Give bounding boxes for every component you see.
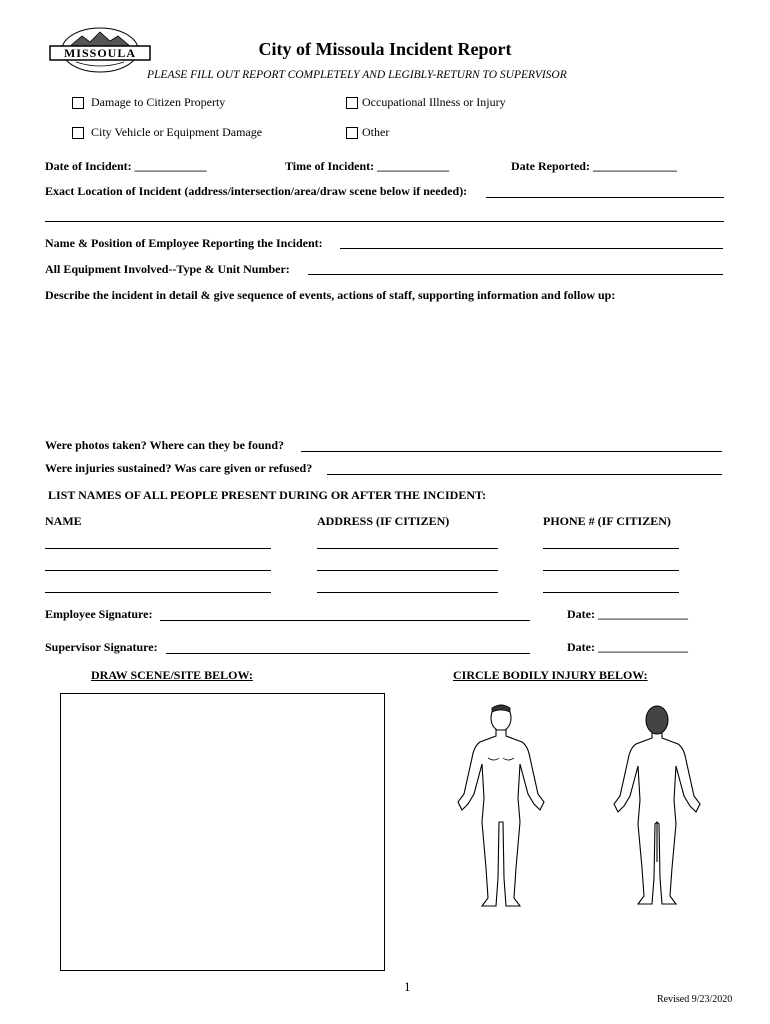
date-of-incident-field[interactable]: Date of Incident: ____________ <box>45 159 207 173</box>
exact-location-line-1[interactable] <box>486 197 724 198</box>
exact-location-line-2[interactable] <box>45 221 724 222</box>
employee-signature-date[interactable]: Date: _______________ <box>567 607 688 621</box>
page-title: City of Missoula Incident Report <box>258 39 512 59</box>
body-front-icon <box>452 698 550 910</box>
person-address-line[interactable] <box>317 592 498 593</box>
photos-label: Were photos taken? Where can they be found? <box>45 438 285 452</box>
checkbox-label: City Vehicle or Equipment Damage <box>91 125 263 139</box>
exact-location-label: Exact Location of Incident (address/intersection/area/draw scene below if needed): <box>45 184 468 198</box>
page-number: 1 <box>404 979 411 994</box>
person-phone-line[interactable] <box>543 570 679 571</box>
date-reported-field[interactable]: Date Reported: ______________ <box>511 159 677 173</box>
supervisor-signature-date[interactable]: Date: _______________ <box>567 640 688 654</box>
injuries-line[interactable] <box>327 474 722 475</box>
body-front-figure[interactable] <box>452 698 550 910</box>
equipment-line[interactable] <box>308 274 723 275</box>
describe-area[interactable] <box>45 306 724 432</box>
col-name-header: NAME <box>45 514 82 528</box>
checkbox-label: Damage to Citizen Property <box>91 95 226 109</box>
checkbox-vehicle-equipment-damage[interactable] <box>72 127 84 139</box>
people-heading: LIST NAMES OF ALL PEOPLE PRESENT DURING OR AFTER THE INCIDENT: <box>48 488 487 502</box>
time-of-incident-field[interactable]: Time of Incident: ____________ <box>285 159 450 173</box>
col-address-header: ADDRESS (IF CITIZEN) <box>317 514 450 528</box>
logo-text: MISSOULA <box>63 46 136 60</box>
draw-scene-heading: DRAW SCENE/SITE BELOW: <box>91 668 253 682</box>
person-address-line[interactable] <box>317 548 498 549</box>
body-back-figure[interactable] <box>608 702 706 908</box>
checkbox-occupational-illness[interactable] <box>346 97 358 109</box>
employee-signature-label: Employee Signature: <box>45 607 153 621</box>
checkbox-label: Occupational Illness or Injury <box>362 95 506 109</box>
person-address-line[interactable] <box>317 570 498 571</box>
revised-date: Revised 9/23/2020 <box>657 994 733 1005</box>
checkbox-other[interactable] <box>346 127 358 139</box>
employee-reporting-label: Name & Position of Employee Reporting the Incident: <box>45 236 323 250</box>
body-back-icon <box>608 702 706 908</box>
employee-reporting-line[interactable] <box>340 248 723 249</box>
body-injury-heading: CIRCLE BODILY INJURY BELOW: <box>453 668 648 682</box>
person-phone-line[interactable] <box>543 548 679 549</box>
checkbox-label: Other <box>362 125 390 139</box>
photos-line[interactable] <box>301 451 722 452</box>
col-phone-header: PHONE # (IF CITIZEN) <box>543 514 671 528</box>
scene-drawing-box[interactable] <box>60 693 385 971</box>
describe-label: Describe the incident in detail & give sequence of events, actions of staff, supporting information and follow up: <box>45 288 616 302</box>
person-name-line[interactable] <box>45 548 271 549</box>
person-name-line[interactable] <box>45 570 271 571</box>
supervisor-signature-line[interactable] <box>166 653 530 654</box>
supervisor-signature-label: Supervisor Signature: <box>45 640 158 654</box>
checkbox-damage-citizen-property[interactable] <box>72 97 84 109</box>
person-name-line[interactable] <box>45 592 271 593</box>
injuries-label: Were injuries sustained? Was care given or refused? <box>45 461 313 475</box>
equipment-label: All Equipment Involved--Type & Unit Number: <box>45 262 290 276</box>
person-phone-line[interactable] <box>543 592 679 593</box>
page-subtitle: PLEASE FILL OUT REPORT COMPLETELY AND LEGIBLY-RETURN TO SUPERVISOR <box>147 69 567 81</box>
employee-signature-line[interactable] <box>160 620 530 621</box>
